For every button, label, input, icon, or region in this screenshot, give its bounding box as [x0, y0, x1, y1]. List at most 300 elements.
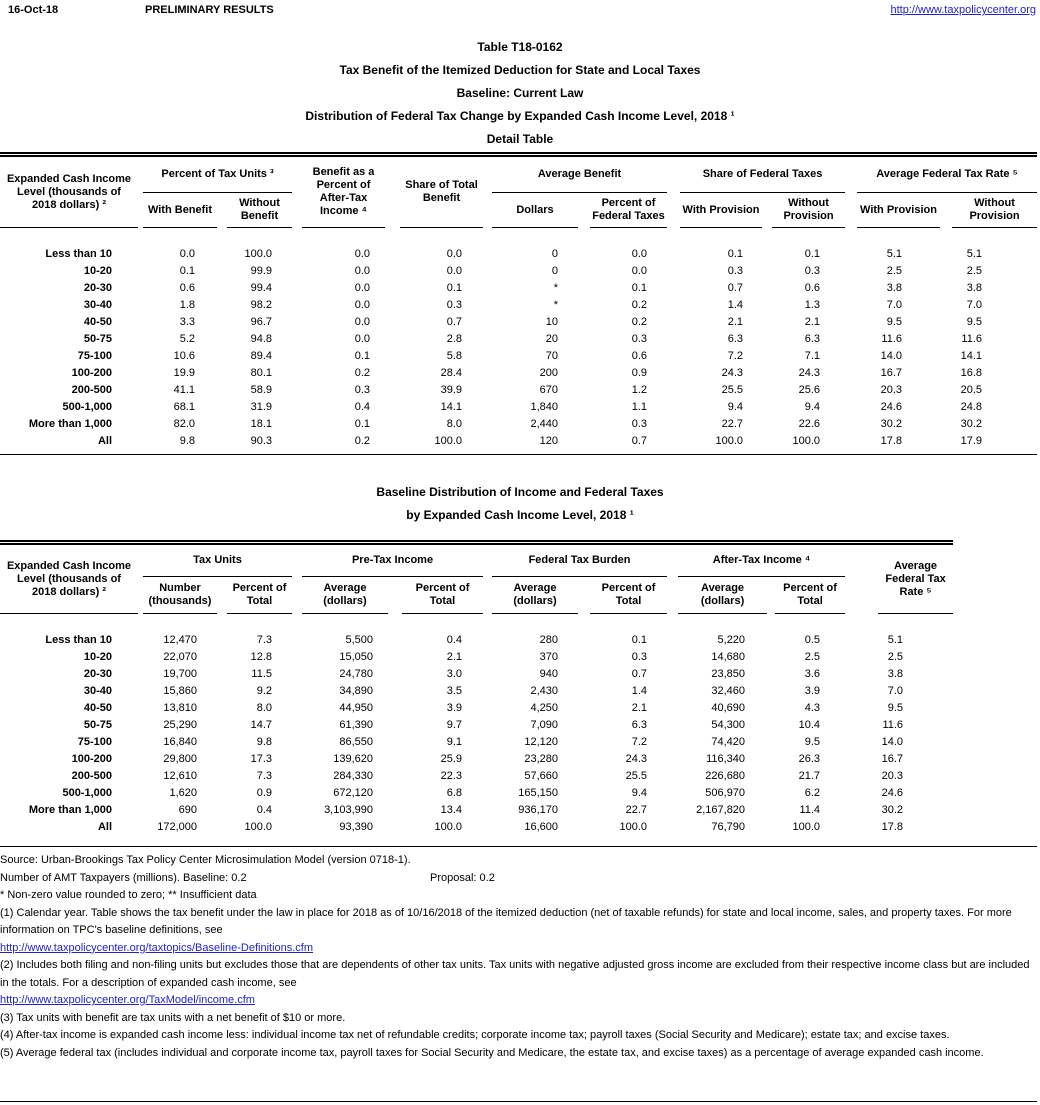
table-row — [0, 432, 1037, 449]
value-cell: 100.0 — [792, 820, 821, 833]
value-cell: 139,620 — [333, 752, 373, 765]
preliminary-results-label: PRELIMINARY RESULTS — [145, 4, 274, 16]
value-cell: 44,950 — [339, 701, 373, 714]
value-cell: 0.3 — [804, 264, 820, 277]
value-cell: 670 — [539, 383, 558, 396]
value-cell: 3.8 — [966, 281, 982, 294]
value-cell: 172,000 — [157, 820, 197, 833]
value-cell: 0.5 — [804, 633, 821, 646]
value-cell: 31.9 — [250, 400, 272, 413]
value-cell: 13,810 — [163, 701, 197, 714]
value-cell: 20.5 — [960, 383, 982, 396]
value-cell: 39.9 — [440, 383, 462, 396]
value-cell: 0.1 — [727, 247, 743, 260]
value-cell: 0.7 — [446, 315, 462, 328]
subheader-percent-of-total: Percent of Total — [227, 577, 292, 614]
value-cell: 76,790 — [711, 820, 746, 833]
group-pretax-income: Pre-Tax Income — [302, 545, 483, 577]
value-cell: 7.2 — [631, 735, 648, 748]
value-cell: 0.2 — [354, 366, 370, 379]
value-cell: 5.1 — [966, 247, 982, 260]
group-benefit-pct-aftertax: Benefit as a Percent of After-Tax Income ⁴ — [302, 157, 385, 228]
value-cell: 9.7 — [446, 718, 463, 731]
value-cell: 11.6 — [882, 718, 904, 731]
income-level-label: 100-200 — [71, 366, 112, 379]
value-cell: 74,420 — [711, 735, 746, 748]
value-cell: 6.3 — [804, 332, 820, 345]
value-cell: 0.2 — [631, 298, 647, 311]
value-cell: 20.3 — [881, 769, 904, 782]
group-share-federal-taxes: Share of Federal Taxes — [680, 157, 845, 193]
value-cell: 7.3 — [256, 769, 272, 782]
subheader-average-dollars: Average (dollars) — [302, 577, 388, 614]
table-row — [0, 279, 1037, 296]
value-cell: 19,700 — [163, 667, 197, 680]
value-cell: 9.5 — [966, 315, 982, 328]
value-cell: 7,090 — [530, 718, 559, 731]
source-note: Source: Urban-Brookings Tax Policy Center Microsimulation Model (version 0718-1). — [0, 854, 411, 866]
value-cell: 9.5 — [887, 701, 904, 714]
value-cell: 1.1 — [631, 400, 647, 413]
value-cell: 8.0 — [256, 701, 272, 714]
table-row — [0, 313, 1037, 330]
value-cell: 6.3 — [727, 332, 743, 345]
income-level-label: 50-75 — [83, 718, 112, 731]
value-cell: 90.3 — [250, 434, 272, 447]
table-row — [0, 364, 1037, 381]
value-cell: 7.1 — [804, 349, 820, 362]
table-row — [0, 665, 953, 682]
value-cell: 11.6 — [881, 332, 902, 345]
value-cell: 14,680 — [711, 650, 746, 663]
value-cell: 0.0 — [354, 315, 370, 328]
value-cell: 21.7 — [798, 769, 821, 782]
value-cell: 165,150 — [518, 786, 559, 799]
value-cell: 936,170 — [518, 803, 559, 816]
value-cell: 672,120 — [333, 786, 373, 799]
value-cell: 0.1 — [804, 247, 820, 260]
value-cell: 29,800 — [163, 752, 197, 765]
taxpolicycenter-link[interactable]: http://www.taxpolicycenter.org — [890, 4, 1036, 16]
value-cell: 30.2 — [880, 417, 902, 430]
table-row — [0, 245, 1037, 262]
value-cell: 7.2 — [727, 349, 743, 362]
income-level-label: All — [97, 434, 112, 447]
asterisk-note: * Non-zero value rounded to zero; ** Insufficient data — [0, 889, 257, 901]
value-cell: 120 — [539, 434, 558, 447]
title-block — [0, 36, 1040, 151]
date-label: 16-Oct-18 — [8, 4, 59, 16]
value-cell: 0.1 — [631, 281, 647, 294]
value-cell: 30.2 — [881, 803, 904, 816]
value-cell: 3.9 — [446, 701, 463, 714]
baseline-table-title-line2: by Expanded Cash Income Level, 2018 ¹ — [406, 508, 634, 522]
value-cell: 2,430 — [530, 684, 559, 697]
income-level-label: 75-100 — [77, 349, 112, 362]
value-cell: 22.7 — [625, 803, 648, 816]
value-cell: 6.8 — [446, 786, 463, 799]
value-cell: 2.1 — [446, 650, 463, 663]
footnote-1: (1) Calendar year. Table shows the tax benefit under the law in place for 2018 as of 10/16/2018 of the itemized deduction (net of taxable refunds) for state and local income, sales, and property taxes. For more information on TPC's baseline definitions, see — [0, 906, 1012, 936]
value-cell: 0.3 — [354, 383, 370, 396]
value-cell: 16.8 — [960, 366, 982, 379]
value-cell: 5.1 — [887, 633, 904, 646]
value-cell: 3.8 — [887, 667, 904, 680]
table-row — [0, 750, 953, 767]
value-cell: 99.9 — [250, 264, 272, 277]
value-cell: 0.6 — [804, 281, 820, 294]
value-cell: 0.0 — [631, 264, 647, 277]
value-cell: 4.3 — [804, 701, 821, 714]
value-cell: 41.1 — [173, 383, 195, 396]
value-cell: 28.4 — [440, 366, 462, 379]
value-cell: 100.0 — [244, 247, 272, 260]
value-cell: 3.5 — [446, 684, 463, 697]
footnotes-section — [0, 846, 1037, 1062]
value-cell: 2,440 — [530, 417, 558, 430]
value-cell: 0.3 — [631, 332, 647, 345]
table-row — [0, 398, 1037, 415]
value-cell: 24.3 — [798, 366, 820, 379]
value-cell: 0.3 — [446, 298, 462, 311]
value-cell: 0.1 — [631, 633, 648, 646]
table-row — [0, 699, 953, 716]
value-cell: 8.0 — [446, 417, 462, 430]
value-cell: 96.7 — [250, 315, 272, 328]
value-cell: 0.7 — [631, 667, 648, 680]
value-cell: 9.5 — [886, 315, 902, 328]
group-share-total-benefit: Share of Total Benefit — [400, 157, 483, 228]
value-cell: 0.9 — [256, 786, 272, 799]
value-cell: 9.2 — [256, 684, 272, 697]
income-level-label: More than 1,000 — [28, 417, 112, 430]
value-cell: 284,330 — [333, 769, 373, 782]
value-cell: 0.1 — [446, 281, 462, 294]
value-cell: 5,500 — [345, 633, 373, 646]
subheader-average-dollars: Average (dollars) — [678, 577, 767, 614]
value-cell: 0.3 — [631, 650, 648, 663]
value-cell: 17.9 — [960, 434, 982, 447]
value-cell: 24.3 — [625, 752, 648, 765]
income-level-label: 10-20 — [83, 650, 112, 663]
value-cell: 1.4 — [727, 298, 743, 311]
table-row — [0, 767, 953, 784]
table-row — [0, 801, 953, 818]
value-cell: 93,390 — [339, 820, 373, 833]
value-cell: 5.2 — [179, 332, 195, 345]
income-level-label: 200-500 — [71, 769, 112, 782]
income-level-label: 75-100 — [77, 735, 112, 748]
value-cell: 0.9 — [631, 366, 647, 379]
value-cell: 0.0 — [354, 247, 370, 260]
distribution-title: Distribution of Federal Tax Change by Expanded Cash Income Level, 2018 ¹ — [305, 109, 735, 123]
amt-taxpayers-note — [0, 870, 1037, 888]
value-cell: 40,690 — [711, 701, 746, 714]
value-cell: 25.9 — [440, 752, 463, 765]
value-cell: 16,600 — [524, 820, 559, 833]
value-cell: 116,340 — [706, 752, 746, 765]
value-cell: 0 — [551, 247, 558, 260]
value-cell: 5.8 — [446, 349, 462, 362]
subheader-without-provision: Without Provision — [772, 193, 845, 228]
value-cell: 25.5 — [625, 769, 648, 782]
footnote-4: (4) After-tax income is expanded cash income less: individual income tax net of refundable credits; corporate income tax; payroll taxes (Social Security and Medicare); estate tax; and excise taxes. — [0, 1029, 950, 1041]
value-cell: 86,550 — [339, 735, 373, 748]
value-cell: 3.8 — [886, 281, 902, 294]
income-level-label: 10-20 — [83, 264, 112, 277]
value-cell: 14.7 — [250, 718, 272, 731]
value-cell: 0.0 — [631, 247, 647, 260]
value-cell: 1,620 — [169, 786, 197, 799]
value-cell: 58.9 — [250, 383, 272, 396]
value-cell: 12,120 — [524, 735, 559, 748]
income-level-label: 20-30 — [83, 281, 112, 294]
value-cell: 17.8 — [880, 434, 902, 447]
value-cell: 14.1 — [960, 349, 982, 362]
value-cell: 24,780 — [339, 667, 373, 680]
value-cell: 0.0 — [446, 247, 462, 260]
income-level-label: 500-1,000 — [62, 400, 112, 413]
subheader-rate-with-provision: With Provision — [857, 193, 940, 228]
table-row — [0, 818, 953, 835]
value-cell: 3.6 — [804, 667, 821, 680]
subheader-pct-federal-taxes: Percent of Federal Taxes — [590, 193, 667, 228]
value-cell: 25.5 — [721, 383, 743, 396]
baseline-table-title — [0, 481, 1040, 527]
value-cell: 14.0 — [881, 735, 904, 748]
top-header-bar — [0, 4, 1040, 20]
value-cell: 22.3 — [440, 769, 463, 782]
value-cell: 9.8 — [179, 434, 195, 447]
row-header: Expanded Cash Income Level (thousands of 2018 dollars) ² — [0, 545, 138, 614]
value-cell: 11.5 — [251, 667, 272, 680]
income-level-label: 30-40 — [83, 298, 112, 311]
value-cell: 2.1 — [804, 315, 820, 328]
value-cell: 22.6 — [798, 417, 820, 430]
table-row — [0, 784, 953, 801]
value-cell: 23,850 — [711, 667, 746, 680]
value-cell: 20 — [545, 332, 558, 345]
value-cell: 9.5 — [804, 735, 821, 748]
value-cell: 1.4 — [631, 684, 648, 697]
value-cell: 24.8 — [960, 400, 982, 413]
value-cell: 0.3 — [727, 264, 743, 277]
subheader-number-thousands: Number (thousands) — [143, 577, 217, 614]
value-cell: 80.1 — [250, 366, 272, 379]
value-cell: 26.3 — [798, 752, 821, 765]
value-cell: 1.3 — [804, 298, 820, 311]
group-percent-tax-units: Percent of Tax Units ³ — [143, 157, 292, 193]
value-cell: 9.1 — [446, 735, 463, 748]
value-cell: 2.8 — [446, 332, 462, 345]
value-cell: 0.6 — [179, 281, 195, 294]
table-row — [0, 262, 1037, 279]
subheader-with-provision: With Provision — [680, 193, 762, 228]
value-cell: 3.9 — [804, 684, 821, 697]
value-cell: 98.2 — [250, 298, 272, 311]
value-cell: 506,970 — [705, 786, 746, 799]
value-cell: 0.6 — [631, 349, 647, 362]
value-cell: 0.0 — [354, 264, 370, 277]
value-cell: * — [553, 298, 558, 311]
value-cell: 0.4 — [354, 400, 370, 413]
baseline-table-body — [0, 631, 953, 835]
value-cell: 100.0 — [619, 820, 648, 833]
baseline-table — [0, 540, 953, 840]
value-cell: 0.4 — [446, 633, 463, 646]
value-cell: 9.4 — [631, 786, 648, 799]
value-cell: 17.8 — [881, 820, 904, 833]
group-average-benefit: Average Benefit — [492, 157, 667, 193]
income-level-label: 100-200 — [71, 752, 112, 765]
baseline-title: Baseline: Current Law — [456, 86, 584, 100]
table-row — [0, 631, 953, 648]
value-cell: 10.4 — [798, 718, 821, 731]
value-cell: 10.6 — [173, 349, 195, 362]
footnote-2: (2) Includes both filing and non-filing units but excludes those that are dependents of other tax units. Tax units with negative adjusted gross income are excluded from their respective income class but are included in the totals. For a description of expanded cash income, see — [0, 959, 1030, 989]
value-cell: 6.3 — [631, 718, 648, 731]
table-row — [0, 330, 1037, 347]
subheader-without-benefit: Without Benefit — [227, 193, 292, 228]
value-cell: 3,103,990 — [324, 803, 373, 816]
table-row — [0, 682, 953, 699]
baseline-definitions-link[interactable]: http://www.taxpolicycenter.org/taxtopics/Baseline-Definitions.cfm — [0, 941, 314, 954]
value-cell: 30.2 — [960, 417, 982, 430]
subheader-with-benefit: With Benefit — [143, 193, 217, 228]
value-cell: 54,300 — [711, 718, 746, 731]
income-level-label: 500-1,000 — [62, 786, 112, 799]
value-cell: 0.0 — [446, 264, 462, 277]
value-cell: 7.0 — [887, 684, 904, 697]
value-cell: 2.1 — [631, 701, 648, 714]
value-cell: 20.3 — [880, 383, 902, 396]
income-level-label: 40-50 — [83, 701, 112, 714]
value-cell: 32,460 — [711, 684, 746, 697]
value-cell: 17.3 — [250, 752, 272, 765]
value-cell: 690 — [178, 803, 197, 816]
value-cell: 12,470 — [163, 633, 197, 646]
value-cell: 24.6 — [880, 400, 902, 413]
value-cell: 16.7 — [881, 752, 904, 765]
subheader-average-dollars: Average (dollars) — [492, 577, 578, 614]
value-cell: 0.0 — [179, 247, 195, 260]
value-cell: 23,280 — [524, 752, 559, 765]
value-cell: 4,250 — [530, 701, 559, 714]
income-level-label: 50-75 — [83, 332, 112, 345]
value-cell: 200 — [539, 366, 558, 379]
subheader-percent-of-total: Percent of Total — [775, 577, 845, 614]
value-cell: 82.0 — [173, 417, 195, 430]
value-cell: 940 — [539, 667, 559, 680]
detail-table-title: Detail Table — [486, 132, 554, 146]
value-cell: 9.8 — [256, 735, 272, 748]
value-cell: 94.8 — [250, 332, 272, 345]
income-level-label: All — [97, 820, 112, 833]
subheader-rate-without-provision: Without Provision — [952, 193, 1037, 228]
income-level-label: 40-50 — [83, 315, 112, 328]
group-avg-federal-tax-rate: Average Federal Tax Rate ⁵ — [878, 545, 953, 614]
value-cell: 25.6 — [798, 383, 820, 396]
table-row — [0, 347, 1037, 364]
bottom-rule — [0, 1101, 1037, 1102]
value-cell: 280 — [539, 633, 559, 646]
income-level-label: 30-40 — [83, 684, 112, 697]
value-cell: 14.1 — [440, 400, 462, 413]
value-cell: 0.7 — [727, 281, 743, 294]
value-cell: 24.3 — [721, 366, 743, 379]
value-cell: 22,070 — [163, 650, 197, 663]
value-cell: 0 — [551, 264, 558, 277]
value-cell: 34,890 — [339, 684, 373, 697]
table-row — [0, 733, 953, 750]
value-cell: 0.0 — [354, 298, 370, 311]
value-cell: 99.4 — [250, 281, 272, 294]
income-level-label: Less than 10 — [45, 633, 112, 646]
value-cell: 19.9 — [173, 366, 195, 379]
value-cell: 11.6 — [961, 332, 982, 345]
value-cell: 12,610 — [163, 769, 197, 782]
value-cell: 100.0 — [792, 434, 820, 447]
value-cell: 3.3 — [179, 315, 195, 328]
table-row — [0, 415, 1037, 432]
value-cell: 7.0 — [966, 298, 982, 311]
value-cell: 12.8 — [250, 650, 272, 663]
value-cell: 22.7 — [721, 417, 743, 430]
value-cell: 18.1 — [250, 417, 272, 430]
value-cell: 11.4 — [799, 803, 821, 816]
income-level-label: More than 1,000 — [28, 803, 112, 816]
table-row — [0, 296, 1037, 313]
value-cell: 9.4 — [727, 400, 743, 413]
amt-baseline-label: Number of AMT Taxpayers (millions). Baseline: 0.2 — [0, 871, 247, 884]
value-cell: 7.3 — [256, 633, 272, 646]
value-cell: 13.4 — [440, 803, 463, 816]
table-row — [0, 648, 953, 665]
value-cell: 370 — [539, 650, 559, 663]
value-cell: 1,840 — [530, 400, 558, 413]
value-cell: 1.8 — [179, 298, 195, 311]
income-level-label: 200-500 — [71, 383, 112, 396]
value-cell: 15,860 — [163, 684, 197, 697]
value-cell: 100.0 — [434, 820, 463, 833]
value-cell: 0.1 — [354, 349, 370, 362]
value-cell: 9.4 — [804, 400, 820, 413]
amt-proposal-label: Proposal: 0.2 — [430, 871, 495, 884]
group-avg-federal-tax-rate: Average Federal Tax Rate ⁵ — [857, 157, 1037, 193]
value-cell: 68.1 — [173, 400, 195, 413]
table-row — [0, 716, 953, 733]
value-cell: 5.1 — [886, 247, 902, 260]
value-cell: 100.0 — [434, 434, 462, 447]
value-cell: 24.6 — [881, 786, 904, 799]
value-cell: 0.1 — [354, 417, 370, 430]
value-cell: 2.5 — [966, 264, 982, 277]
value-cell: 0.4 — [256, 803, 272, 816]
taxmodel-income-link[interactable]: http://www.taxpolicycenter.org/TaxModel/income.cfm — [0, 994, 255, 1006]
value-cell: 10 — [545, 315, 558, 328]
value-cell: 6.2 — [804, 786, 821, 799]
subheader-dollars: Dollars — [492, 193, 578, 228]
value-cell: 16.7 — [880, 366, 902, 379]
footnote-5: (5) Average federal tax (includes individual and corporate income tax, payroll taxes for Social Security and Medicare, the estate tax, and excise taxes) as a percentage of average expanded cash income. — [0, 1046, 984, 1059]
value-cell: 15,050 — [339, 650, 373, 663]
value-cell: * — [553, 281, 558, 294]
row-header: Expanded Cash Income Level (thousands of 2018 dollars) ² — [0, 157, 138, 228]
value-cell: 57,660 — [524, 769, 559, 782]
value-cell: 25,290 — [163, 718, 197, 731]
footnote-3: (3) Tax units with benefit are tax units with a net benefit of $10 or more. — [0, 1011, 346, 1024]
baseline-table-title-line1: Baseline Distribution of Income and Federal Taxes — [376, 485, 664, 499]
